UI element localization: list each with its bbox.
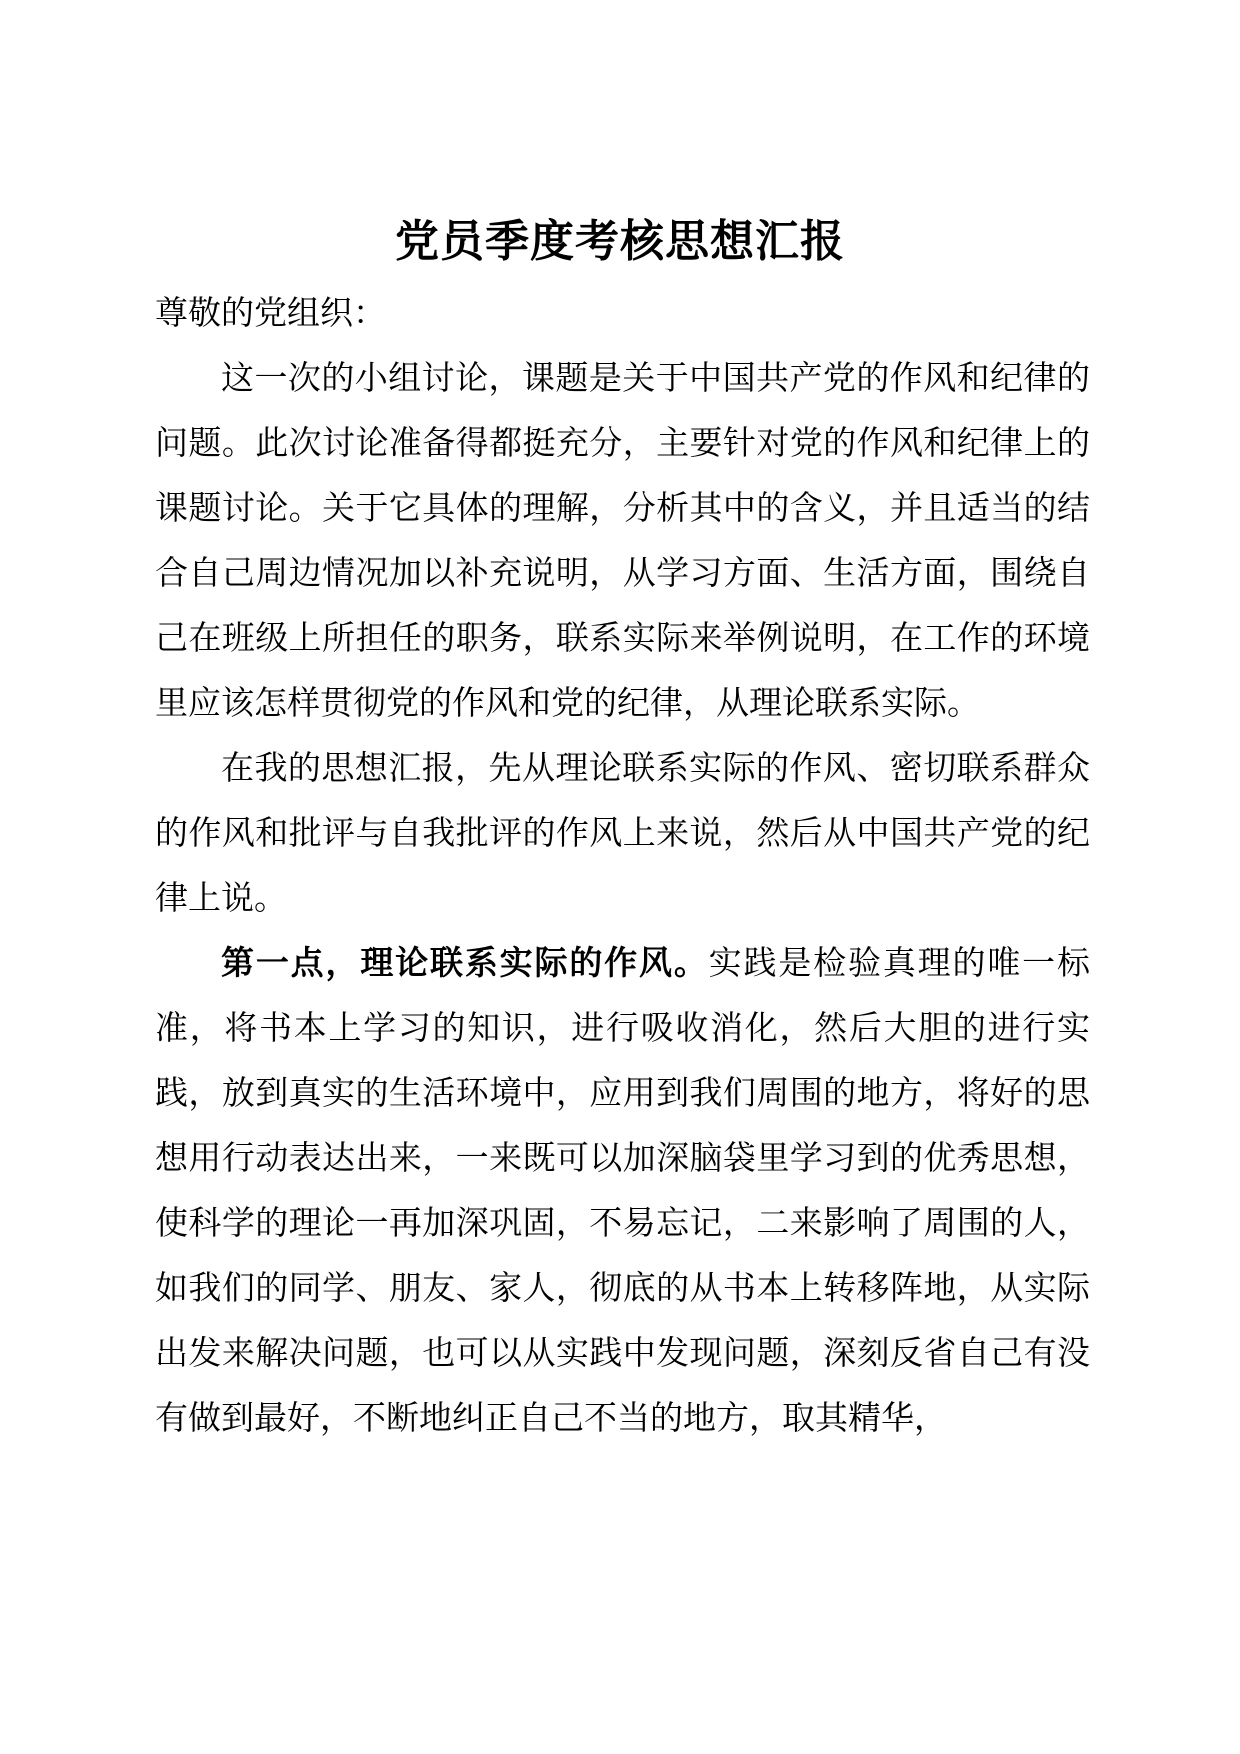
paragraph-2-text: 在我的思想汇报，先从理论联系实际的作风、密切联系群众的作风和批评与自我批评的作风上来说，然后从中国共产党的纪律上说。 [155,748,1090,917]
salutation: 尊敬的党组织： [155,293,386,332]
paragraph-1 [155,345,1090,735]
paragraph-1-text: 这一次的小组讨论，课题是关于中国共产党的作风和纪律的问题。此次讨论准备得都挺充分，主要针对党的作风和纪律上的课题讨论。关于它具体的理解，分析其中的含义，并且适当的结合自己周边情况加以补充说明，从学习方面、生活方面，围绕自己在班级上所担任的职务，联系实际来举例说明，在工作的环境里应该怎样贯彻党的作风和党的纪律，从理论联系实际。 [155,358,1090,722]
document-body [155,280,1090,1450]
paragraph-2 [155,735,1090,930]
paragraph-3 [155,930,1090,1450]
paragraph-3-text: 实践是检验真理的唯一标准，将书本上学习的知识，进行吸收消化，然后大胆的进行实践，放到真实的生活环境中，应用到我们周围的地方，将好的思想用行动表达出来，一来既可以加深脑袋里学习到的优秀思想，使科学的理论一再加深巩固，不易忘记，二来影响了周围的人，如我们的同学、朋友、家人，彻底的从书本上转移阵地，从实际出发来解决问题，也可以从实践中发现问题，深刻反省自己有没有做到最好，不断地纠正自己不当的地方，取其精华， [155,943,1091,1437]
document-title: 党员季度考核思想汇报 [395,216,845,267]
paragraph-3-lead: 第一点，理论联系实际的作风。 [221,943,709,982]
